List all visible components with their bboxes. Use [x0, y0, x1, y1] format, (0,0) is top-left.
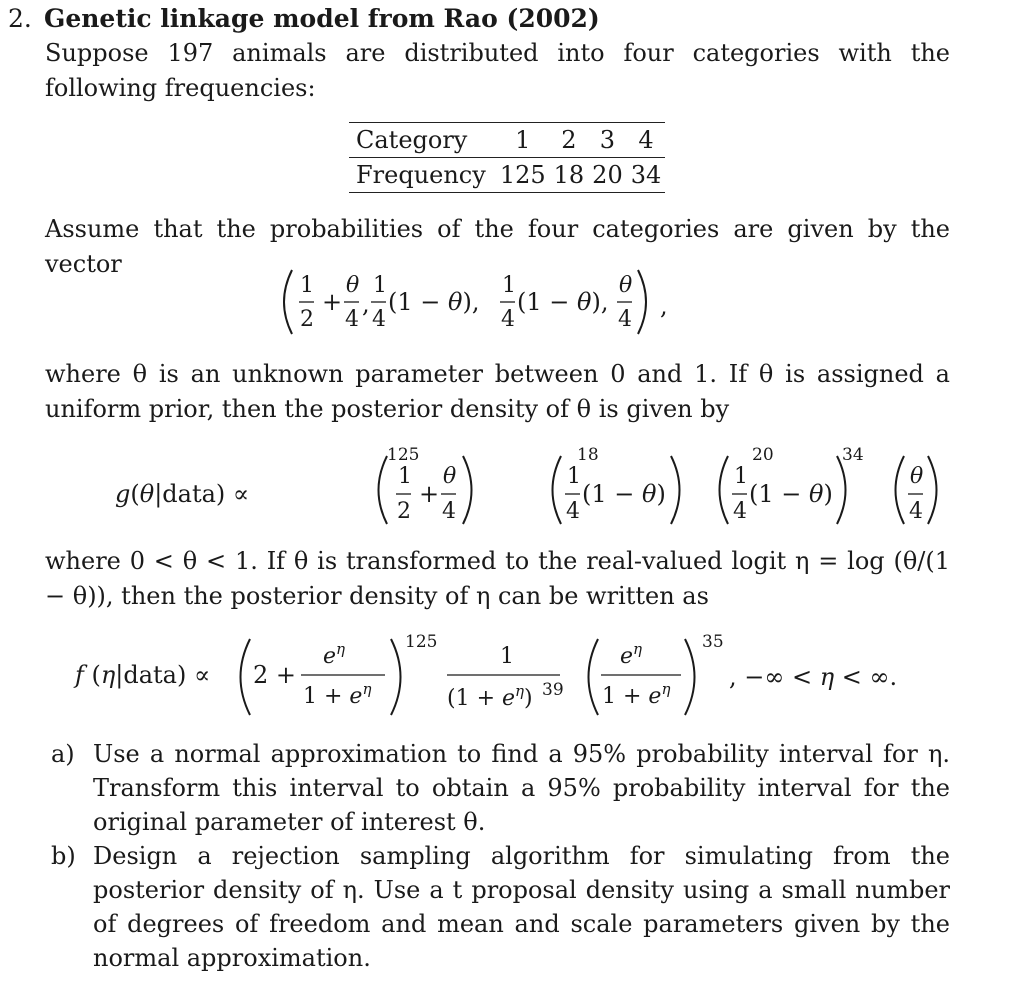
category-cell: 3	[588, 123, 627, 158]
svg-text:eη: $e^\eta$	[620, 640, 643, 669]
svg-text:4: 4	[733, 499, 747, 524]
svg-text:(1 − θ),: (1 − θ),	[517, 288, 609, 316]
assume-paragraph: Assume that the probabilities of the four categories are given by the vector	[45, 215, 950, 278]
list-item	[45, 737, 950, 839]
svg-text:f (η|data) ∝: f (η|data) ∝	[75, 661, 211, 689]
svg-text:(1 − θ),: (1 − θ),	[388, 288, 480, 316]
svg-text:eη: $e^\eta$	[323, 640, 346, 669]
svg-text:4: 4	[372, 307, 386, 332]
svg-text:(1 − θ): (1 − θ)	[582, 480, 666, 508]
frequency-cell: 18	[550, 158, 589, 193]
exponent-f35: 35	[702, 632, 724, 652]
category-cell: 1	[496, 123, 550, 158]
g-posterior-equation	[115, 440, 924, 530]
svg-text:(1 − θ): (1 − θ)	[749, 480, 833, 508]
svg-text:4: 4	[501, 307, 515, 332]
g-equation-svg	[115, 440, 924, 530]
frequency-table	[349, 122, 665, 193]
table-row	[349, 158, 665, 193]
problem-number: 2.	[8, 4, 32, 33]
probability-vector-equation	[270, 262, 730, 342]
part-b-text: Design a rejection sampling algorithm for simulating from the posterior density of η. Use a t proposal density using a small number of degrees of freedom and mean and scale parameters given by the normal approximation.	[93, 842, 950, 972]
svg-text:θ: θ	[443, 464, 457, 489]
problem-heading	[8, 2, 600, 36]
exponent-125: 125	[387, 445, 420, 465]
svg-text:1: 1	[500, 644, 514, 669]
svg-text:1 + eη: $1 + e^\eta$	[303, 680, 372, 709]
category-cell: 2	[550, 123, 589, 158]
svg-text:, −∞ < η < ∞.: , −∞ < η < ∞.	[729, 663, 898, 691]
svg-text:1: 1	[373, 273, 387, 298]
svg-text:(1 + eη): $(1 + e^\eta)$	[447, 682, 533, 711]
f-equation-svg	[75, 625, 935, 720]
svg-text:,: ,	[660, 292, 668, 320]
svg-text:θ: θ	[346, 273, 360, 298]
exponent-34: 34	[842, 445, 864, 465]
svg-text:4: 4	[618, 307, 632, 332]
svg-text:,: ,	[362, 290, 370, 318]
intro-paragraph: Suppose 197 animals are distributed into four categories with the following frequencies:	[45, 39, 950, 102]
exponent-20: 20	[752, 445, 774, 465]
vector-svg	[270, 262, 730, 342]
part-a-marker: a)	[51, 740, 75, 768]
svg-text:+: +	[322, 288, 343, 316]
svg-text:1: 1	[300, 273, 314, 298]
svg-text:θ: θ	[910, 464, 924, 489]
svg-text:g(θ|data) ∝: g(θ|data) ∝	[115, 480, 250, 508]
svg-text:1: 1	[734, 464, 748, 489]
svg-text:θ: θ	[619, 273, 633, 298]
table-header-row	[349, 123, 665, 158]
frequency-cell: 125	[496, 158, 550, 193]
f-posterior-equation	[75, 625, 935, 720]
svg-text:4: 4	[345, 307, 359, 332]
frequency-cell: 20	[588, 158, 627, 193]
svg-text:1 + eη: $1 + e^\eta$	[602, 680, 671, 709]
exponent-18: 18	[577, 445, 599, 465]
svg-text:1: 1	[502, 273, 516, 298]
svg-text:2: 2	[300, 307, 314, 332]
where-paragraph-2: where 0 < θ < 1. If θ is transformed to the real-valued logit η = log (θ/(1 − θ)), then the posterior density of η can be written as	[45, 547, 950, 610]
where-paragraph-1: where θ is an unknown parameter between 0 and 1. If θ is assigned a uniform prior, then the posterior density of θ is given by	[45, 360, 950, 423]
list-item	[45, 839, 950, 975]
part-b-marker: b)	[51, 842, 76, 870]
svg-text:4: 4	[566, 499, 580, 524]
svg-text:+: +	[419, 480, 440, 508]
table-header-label: Category	[349, 123, 496, 158]
svg-text:2: 2	[397, 499, 411, 524]
svg-text:2 +: 2 +	[253, 661, 297, 689]
exponent-f39: 39	[542, 680, 564, 700]
frequency-cell: 34	[627, 158, 666, 193]
category-cell: 4	[627, 123, 666, 158]
svg-text:4: 4	[909, 499, 923, 524]
exponent-f125: 125	[405, 632, 438, 652]
svg-text:1: 1	[398, 464, 412, 489]
part-a-text: Use a normal approximation to find a 95% probability interval for η. Transform this interval to obtain a 95% probability interval for the original parameter of interest θ.	[93, 740, 950, 836]
svg-text:4: 4	[442, 499, 456, 524]
problem-title: Genetic linkage model from Rao (2002)	[44, 4, 600, 33]
table-row-label: Frequency	[349, 158, 496, 193]
svg-text:1: 1	[567, 464, 581, 489]
